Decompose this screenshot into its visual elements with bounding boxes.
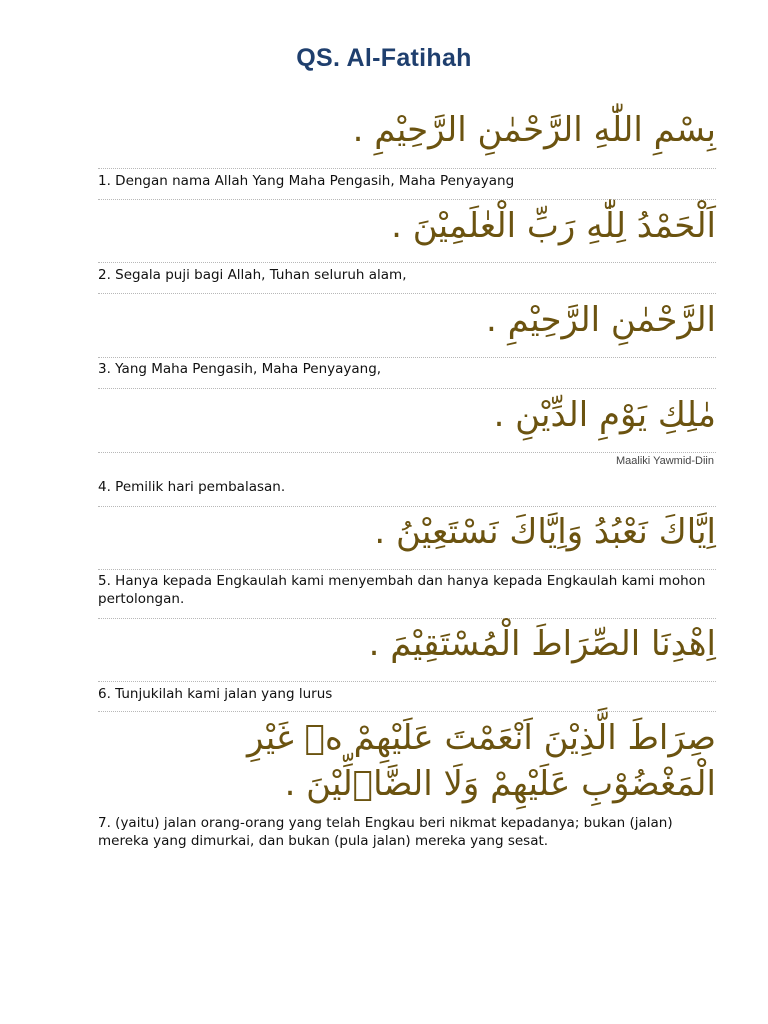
verse-7-arabic: صِرَاطَ الَّذِيْنَ اَنْعَمْتَ عَلَيْهِمْ ەۙ غَيْرِ الْمَغْضُوْبِ عَلَيْهِمْ وَلَا الضَّاۤلِّيْنَ .: [246, 718, 716, 804]
divider: [98, 681, 716, 682]
divider: [98, 452, 716, 453]
verse-4-arabic: مٰلِكِ يَوْمِ الدِّيْنِ .: [493, 395, 716, 435]
divider: [98, 711, 716, 712]
divider: [98, 168, 716, 169]
divider: [98, 199, 716, 200]
verse-4-translation: 4. Pemilik hari pembalasan.: [98, 479, 286, 495]
page-title: QS. Al-Fatihah: [296, 44, 472, 72]
verse-1-translation: 1. Dengan nama Allah Yang Maha Pengasih, Maha Penyayang: [98, 173, 515, 189]
transliteration: Maaliki Yawmid-Diin: [615, 455, 714, 467]
divider: [98, 569, 716, 570]
verse-2-translation: 2. Segala puji bagi Allah, Tuhan seluruh alam,: [98, 267, 407, 283]
divider: [98, 262, 716, 263]
verse-5-translation: 5. Hanya kepada Engkaulah kami menyembah dan hanya kepada Engkaulah kami mohon pertolongan.: [98, 573, 706, 607]
divider: [98, 618, 716, 619]
verse-5-arabic: اِيَّاكَ نَعْبُدُ وَاِيَّاكَ نَسْتَعِيْنُ .: [374, 512, 716, 552]
divider: [98, 388, 716, 389]
divider: [98, 293, 716, 294]
divider: [98, 506, 716, 507]
verse-3-translation: 3. Yang Maha Pengasih, Maha Penyayang,: [98, 361, 382, 377]
divider: [98, 357, 716, 358]
verse-7-translation: 7. (yaitu) jalan orang-orang yang telah Engkau beri nikmat kepadanya; bukan (jalan) mereka yang dimurkai, dan bukan (pula jalan) mereka yang sesat.: [98, 815, 673, 849]
verse-6-translation: 6. Tunjukilah kami jalan yang lurus: [98, 686, 333, 702]
verse-6-arabic: اِهْدِنَا الصِّرَاطَ الْمُسْتَقِيْمَ .: [368, 624, 716, 664]
basmalah-arabic: بِسْمِ اللّٰهِ الرَّحْمٰنِ الرَّحِيْمِ .: [352, 110, 716, 150]
verse-3-arabic: الرَّحْمٰنِ الرَّحِيْمِ .: [485, 300, 716, 340]
verse-2-arabic: اَلْحَمْدُ لِلّٰهِ رَبِّ الْعٰلَمِيْنَ .: [391, 206, 716, 246]
